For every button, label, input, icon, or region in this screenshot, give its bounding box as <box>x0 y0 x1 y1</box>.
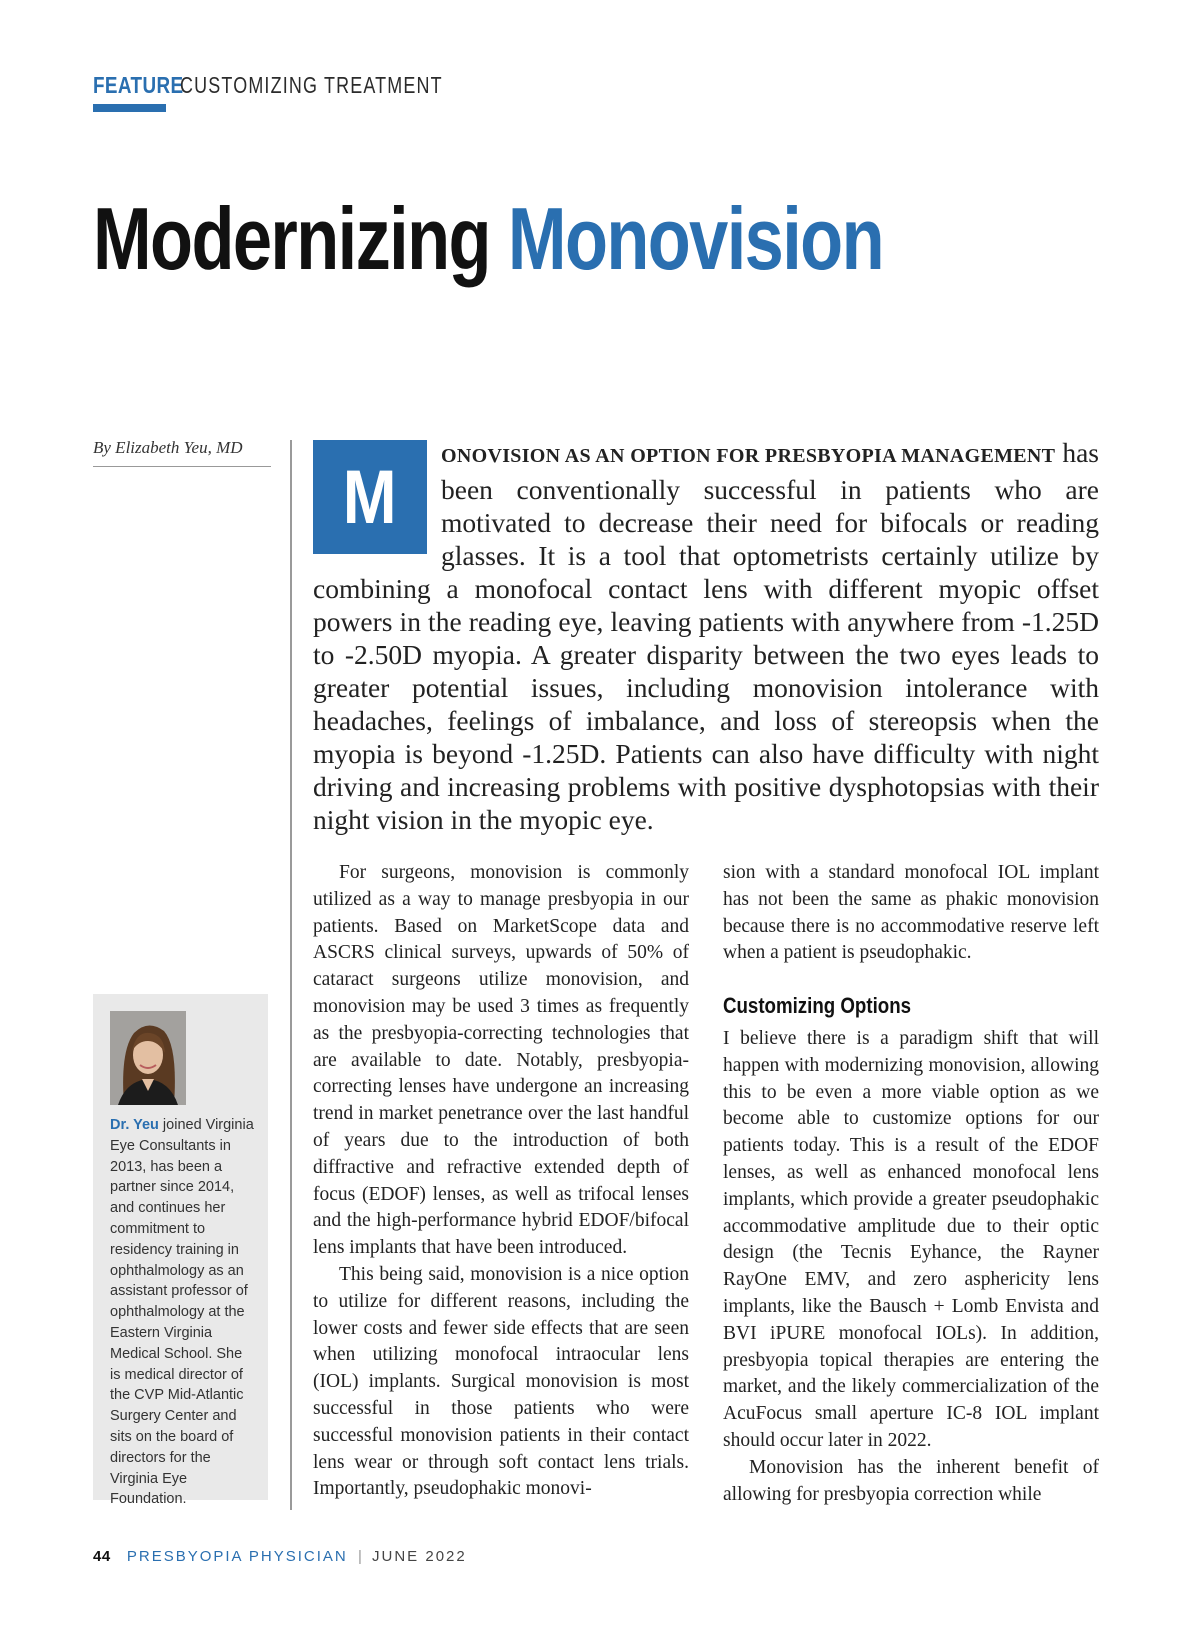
drop-cap-letter: M <box>343 454 397 540</box>
section-label: CUSTOMIZING TREATMENT <box>180 72 443 98</box>
section-header <box>93 72 443 112</box>
body-paragraph: This being said, monovision is a nice option to utilize for different reasons, including the lower costs and fewer side effects that are seen when utilizing monofocal intraocular lens (IOL) implants. Surgical monovision is most successful in those patients who were successful monovision patients in their contact lens wear or through soft contact lens trials. Importantly, pseudophakic monovi- <box>313 1263 689 1500</box>
lead-paragraph <box>313 436 1099 836</box>
title-part-1: Modernizing <box>93 189 490 288</box>
body-column-2 <box>723 860 1099 1508</box>
body-paragraph: I believe there is a paradigm shift that will happen with modernizing monovision, allowing this to be even a more viable option as we become able to customize options for our patients today. This is a result of the EDOF lenses, as well as enhanced monofocal lens implants, which provide a greater pseudophakic accommodative amplitude due to their optic design (the Tecnis Eyhance, the Rayner RayOne EMV, and zero asphericity lens implants, like the Bausch + Lomb Envista and BVI iPURE monofocal IOLs). In addition, presbyopia topical therapies are entering the market, and the likely commercialization of the AcuFocus small aperture IC-8 IOL implant should occur later in 2022. <box>723 1027 1099 1451</box>
feature-label: FEATURE <box>93 72 184 98</box>
author-photo <box>110 1011 186 1105</box>
author-bio-box <box>93 994 268 1508</box>
lead-caps-text: ONOVISION AS AN OPTION FOR PRESBYOPIA MANAGEMENT <box>441 445 1056 467</box>
title-part-2: Monovision <box>507 189 883 288</box>
body-paragraph: Monovision has the inherent benefit of allowing for presbyopia correction while <box>723 1456 1099 1505</box>
column-divider <box>290 440 292 1510</box>
bio-description: joined Virginia Eye Consultants in 2013, has been a partner since 2014, and continues her commitment to residency training in ophthalmology as an assistant professor of ophthalmology at the Eastern Virginia Medical School. She is medical director of the CVP Mid-Atlantic Surgery Center and sits on the board of directors for the Virginia Eye Foundation. <box>110 1117 254 1508</box>
byline: By Elizabeth Yeu, MD <box>93 438 271 467</box>
header-accent-bar <box>93 104 166 112</box>
article-title <box>93 189 883 288</box>
publication-name: PRESBYOPIA PHYSICIAN <box>126 1548 348 1565</box>
lead-text: has been conventionally successful in patients who are motivated to decrease their need for bifocals or reading glasses. It is a tool that optometrists certainly utilize by combining a monofocal contact lens with different myopic offset powers in the reading eye, leaving patients with anywhere from -1.25D to -2.50D myopia. A greater disparity between the two eyes leads to greater potential issues, including monovision intolerance with headaches, feelings of imbalance, and loss of stereopsis when the myopia is beyond -1.25D. Patients can also have difficulty with night driving and increasing problems with positive dysphotopsias with their night vision in the myopic eye. <box>313 437 1099 835</box>
page-footer <box>93 1548 467 1565</box>
body-paragraph: For surgeons, monovision is commonly utilized as a way to manage presbyopia in our patients. Based on MarketScope data and ASCRS clinical surveys, upwards of 50% of cataract surgeons utilize monovision, and monovision may be used 3 times as frequently as the presbyopia-correcting technologies that are available to date. Notably, presbyopia-correcting lenses have undergone an increasing trend in market penetrance over the last handful of years due to the introduction of both diffractive and refractive extended depth of focus (EDOF) lenses, as well as trifocal lenses and the high-performance hybrid EDOF/bifocal lens implants that have been introduced. <box>313 862 689 1259</box>
body-column-1 <box>313 860 689 1503</box>
drop-cap <box>313 440 427 554</box>
body-paragraph: sion with a standard monofocal IOL implant has not been the same as phakic monovision because there is no accommodative reserve left when a patient is pseudophakic. <box>723 862 1099 964</box>
bio-text <box>110 1115 254 1510</box>
subheading: Customizing Options <box>723 993 912 1019</box>
footer-separator: | <box>357 1548 362 1565</box>
bio-name: Dr. Yeu <box>110 1117 159 1133</box>
page-number: 44 <box>93 1548 111 1565</box>
issue-date: JUNE 2022 <box>372 1548 467 1565</box>
